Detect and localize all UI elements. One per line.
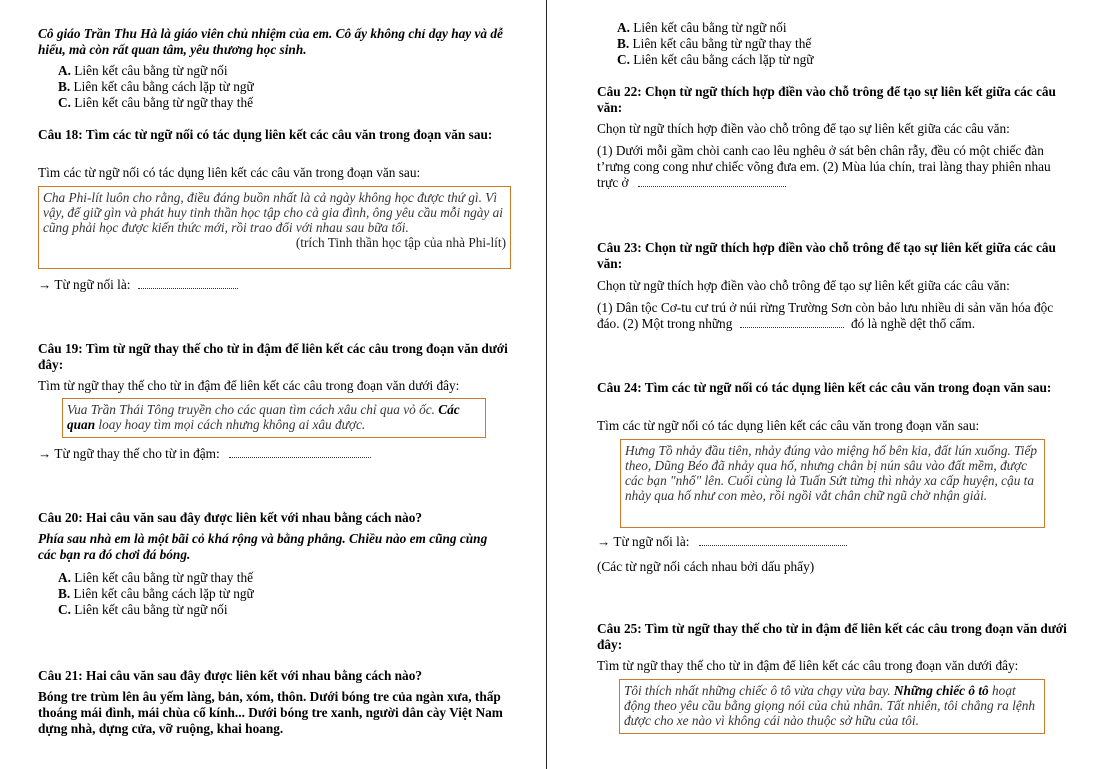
q22-instruction: Chọn từ ngữ thích hợp điền vào chỗ trông để tạo sự liên kết giữa các câu văn:: [597, 121, 1010, 136]
q23-answer-blank[interactable]: [740, 317, 844, 328]
q24-answer-blank[interactable]: [699, 535, 847, 546]
q18-title: Câu 18: Tìm các từ ngữ nối có tác dụng liên kết các câu văn trong đoạn văn sau:: [38, 127, 493, 142]
q18-answer-blank[interactable]: [138, 278, 238, 289]
q24-answer-label: → Từ ngữ nối là:: [597, 534, 690, 549]
option-b[interactable]: B. Liên kết câu bằng cách lặp từ ngữ: [58, 79, 254, 94]
q20-title: Câu 20: Hai câu văn sau đây được liên kết với nhau bằng cách nào?: [38, 510, 423, 525]
q25-passage-part2: hoạt động theo yêu cầu bằng giọng nói của chủ nhân. Tất nhiên, tôi chẳng ra lệnh được cho xe nào vì không cái nào thuộc sở hữu của tôi.: [624, 683, 1036, 728]
q24-note: (Các từ ngữ nối cách nhau bởi dấu phẩy): [597, 559, 815, 574]
q20-option-b[interactable]: B. Liên kết câu bằng cách lặp từ ngữ: [58, 586, 254, 601]
q18-passage-box: [38, 186, 511, 269]
q24-answer-row: [597, 534, 847, 550]
q25-passage-part1: Tôi thích nhất những chiếc ô tô vừa chạy vừa bay.: [624, 683, 894, 698]
intro-passage: Cô giáo Trần Thu Hà là giáo viên chủ nhiệm của em. Cô ấy không chỉ dạy hay và dễ hiểu, mà còn rất quan tâm, yêu thương học sinh.: [38, 26, 503, 57]
q20-option-a[interactable]: A. Liên kết câu bằng từ ngữ thay thế: [58, 570, 253, 585]
q23-title: Câu 23: Chọn từ ngữ thích hợp điền vào chỗ trông để tạo sự liên kết giữa các câu văn:: [597, 240, 1056, 271]
q22-answer-blank[interactable]: [638, 176, 786, 187]
q19-bold-word: Các quan: [67, 402, 460, 432]
q22-title: Câu 22: Chọn từ ngữ thích hợp điền vào chỗ trông để tạo sự liên kết giữa các câu văn:: [597, 84, 1056, 115]
right-top-options: [597, 20, 813, 68]
q18-passage: Cha Phi-lít luôn cho rằng, điều đáng buồn nhất là cả ngày không học được thứ gì. Vì vậy, để giữ gìn và phát huy tinh thần học tập cho cả gia đình, ông yêu cầu mỗi ngày ai cũng phải học được kiến thức mới, rồi trao đổi với nhau sau bữa tối.: [43, 190, 504, 235]
q22-passage-row: [597, 143, 1067, 191]
q19-passage-box: [62, 398, 486, 438]
q19-passage-part2: loay hoay tìm mọi cách nhưng không ai xâu được.: [95, 417, 366, 432]
q25-instruction: Tìm từ ngữ thay thế cho từ in đậm để liên kết các câu trong đoạn văn dưới đây:: [597, 658, 1019, 673]
q25-title: Câu 25: Tìm từ ngữ thay thế cho từ in đậm để liên kết các câu trong đoạn văn dưới đây:: [597, 621, 1067, 652]
q21-title: Câu 21: Hai câu văn sau đây được liên kết với nhau bằng cách nào?: [38, 668, 423, 683]
q24-instruction: Tìm các từ ngữ nối có tác dụng liên kết các câu văn trong đoạn văn sau:: [597, 418, 980, 433]
q19-answer-row: [38, 446, 371, 462]
q19-answer-blank[interactable]: [229, 447, 371, 458]
q25-passage-box: [619, 679, 1045, 734]
q18-answer-row: [38, 277, 238, 293]
q19-title: Câu 19: Tìm từ ngữ thay thế cho từ in đậm để liên kết các câu trong đoạn văn dưới đây:: [38, 341, 508, 372]
q20-passage: Phía sau nhà em là một bãi cỏ khá rộng và bằng phẳng. Chiều nào em cũng cùng các bạn ra đó chơi đá bóng.: [38, 531, 488, 562]
q24-title: Câu 24: Tìm các từ ngữ nối có tác dụng liên kết các câu văn trong đoạn văn sau:: [597, 380, 1052, 395]
q23-passage-part1: (1) Dân tộc Cơ-tu cư trú ở núi rừng Trường Sơn còn bảo lưu nhiều di sản văn hóa độc đáo. (2) Một trong những: [597, 300, 1054, 331]
column-divider: [546, 0, 547, 769]
q19-answer-label: → Từ ngữ thay thế cho từ in đậm:: [38, 446, 220, 461]
intro-options: [38, 63, 254, 111]
q20-option-c[interactable]: C. Liên kết câu bằng từ ngữ nối: [58, 602, 228, 617]
q23-instruction: Chọn từ ngữ thích hợp điền vào chỗ trông để tạo sự liên kết giữa các câu văn:: [597, 278, 1010, 293]
q23-passage-part2: đó là nghề dệt thổ cẩm.: [851, 316, 976, 331]
q23-passage-row: [597, 300, 1067, 332]
q24-passage: Hưng Tồ nhảy đầu tiên, nhảy đúng vào miệng hố bên kia, đất lún xuống. Tiếp theo, Dũng Béo đã nhảy qua hố, nhưng chân bị nún sâu vào đất mềm, được các bạn "nhổ" lên. Cuối cùng là Tuấn Sứt từng thì nhảy xa cấp huyện, cậu ta nhảy qua hố như con mèo, rồi ngồi vắt chân chữ ngũ chờ nhận giải.: [625, 443, 1038, 503]
q19-passage-part1: Vua Trần Thái Tông truyền cho các quan tìm cách xâu chỉ qua vỏ ốc.: [67, 402, 439, 417]
q18-source: (trích Tinh thần học tập của nhà Phi-lít): [295, 235, 506, 250]
q20-options: [38, 570, 254, 618]
option-a[interactable]: A. Liên kết câu bằng từ ngữ nối: [58, 63, 228, 78]
q18-instruction: Tìm các từ ngữ nối có tác dụng liên kết các câu văn trong đoạn văn sau:: [38, 165, 421, 180]
q21-passage: Bóng tre trùm lên âu yếm làng, bản, xóm, thôn. Dưới bóng tre của ngàn xưa, thấp thoáng mái đình, mái chùa cổ kính... Dưới bóng tre xanh, người dân cày Việt Nam dựng nhà, dựng cửa, vỡ ruộng, khai hoang.: [38, 689, 503, 736]
q22-passage: (1) Dưới mỗi gầm chòi canh cao lêu nghêu ở sát bên chân rẫy, đều có một chiếc đàn t’rưng cong cong như chiếc võng đưa em. (2) Mùa lúa chín, trai làng thay phiên nhau trực ở: [597, 143, 1051, 190]
top-option-c[interactable]: C. Liên kết câu bằng cách lặp từ ngữ: [617, 52, 814, 67]
top-option-a[interactable]: A. Liên kết câu bằng từ ngữ nối: [617, 20, 787, 35]
top-option-b[interactable]: B. Liên kết câu bằng từ ngữ thay thế: [617, 36, 812, 51]
q19-instruction: Tìm từ ngữ thay thế cho từ in đậm để liên kết các câu trong đoạn văn dưới đây:: [38, 378, 460, 393]
q18-answer-label: → Từ ngữ nối là:: [38, 277, 131, 292]
q24-passage-box: [620, 439, 1045, 528]
option-c[interactable]: C. Liên kết câu bằng từ ngữ thay thế: [58, 95, 253, 110]
q25-bold-word: Những chiếc ô tô: [893, 683, 989, 698]
